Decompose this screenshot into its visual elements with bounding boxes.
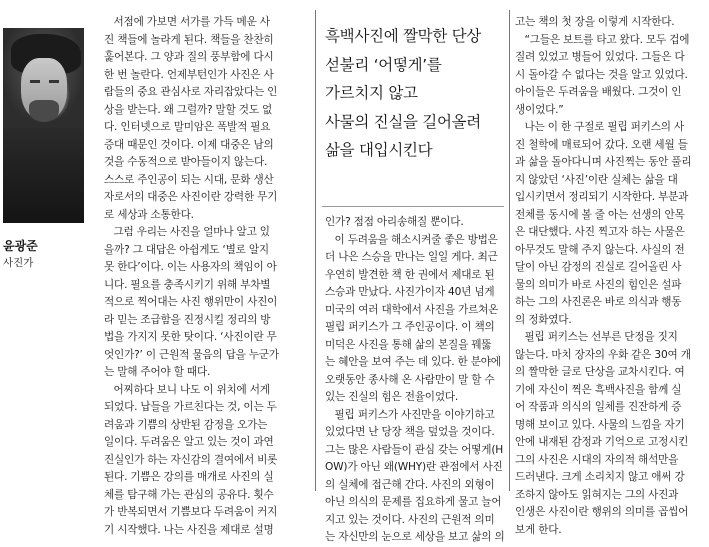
article-text-line: 훑어본다. 그 양과 질의 풍부함에 다시 bbox=[104, 51, 274, 63]
article-text-line: 달이 아닌 감정의 진실로 길어올린 사 bbox=[515, 261, 682, 273]
portrait-beard bbox=[29, 100, 59, 122]
column-divider-left bbox=[315, 10, 316, 491]
article-text-line: 과 삶을 돌아다니며 사진찍는 동안 풀리 bbox=[515, 156, 692, 168]
article-text-line: 된다. 기쁨은 강의를 매개로 사진의 실 bbox=[104, 471, 274, 483]
article-text-line: 고는 책의 첫 장을 이렇게 시작한다. bbox=[515, 16, 675, 28]
article-text-line: 는 혜안을 보여 주는 데 있다. 한 분야에 bbox=[325, 356, 501, 368]
article-text-line: 는 말해 주어야 할 때다. bbox=[104, 366, 211, 378]
article-text-line: 은 대단했다. 사진 찍고자 하는 사물은 bbox=[515, 226, 685, 238]
pull-quote-rule bbox=[322, 206, 504, 207]
article-text-line: 드러낸다. 크게 소리치지 않고 애써 강 bbox=[515, 471, 685, 483]
article-text-line: 스스로 주인공이 되는 시대, 문화 생산 bbox=[104, 173, 274, 186]
article-text-line: 기 시작했다. 나는 사진을 제대로 설명 bbox=[104, 523, 274, 536]
article-text-line: 아이들은 두려움을 배웠다. 그것이 인 bbox=[515, 86, 682, 98]
article-text-line: 가 반복되면서 기쁨보다 두려움이 커지 bbox=[104, 506, 278, 518]
article-text-line: 이 두려움을 해소시켜줄 좋은 방법은 bbox=[325, 233, 498, 246]
article-text-line: “그들은 보트를 타고 왔다. 모두 겁에 bbox=[515, 33, 690, 46]
article-text-line: 미국의 여러 대학에서 사진을 가르쳐온 bbox=[325, 303, 499, 316]
article-text-line: 엇인가?’ 이 근원적 물음의 답을 누군가 bbox=[104, 348, 279, 361]
pull-quote-line: 가르치지 않고 bbox=[325, 84, 418, 102]
article-text-line: 되었다. 납들을 가르친다는 것, 이는 두 bbox=[104, 401, 277, 413]
article-text-line: 의 정화였다. bbox=[515, 313, 572, 326]
article-text-line: 질려 있었고 병들어 있었다. 그들은 다 bbox=[515, 51, 685, 63]
article-text-line: 명해 보이고 있다. 사물의 느낌을 자기 bbox=[515, 418, 685, 431]
article-text-line: 필립 퍼키스가 그 주인공이다. 이 책의 bbox=[325, 321, 495, 333]
article-text-line: OW)가 아닌 왜(WHY)란 관점에서 사진 bbox=[325, 461, 503, 473]
portrait-right-eye bbox=[49, 80, 59, 83]
article-text-line: 보게 한다. bbox=[515, 523, 562, 536]
article-text-line: 한 번 놀란다. 언제부턴인가 사진은 사 bbox=[104, 68, 274, 81]
article-text-line: 어찌하다 보니 나도 이 위치에 서게 bbox=[104, 383, 270, 396]
article-text-line: 못 한다’이다. 이는 사용자의 책임이 아 bbox=[104, 261, 277, 273]
article-text-line: 인생은 사진이란 행위의 의미를 곱씹어 bbox=[515, 506, 689, 518]
article-text-line: 더 나은 스승을 만나는 일일 게다. 최근 bbox=[325, 251, 498, 263]
article-text-line: 조하지 않아도 읽혀지는 그의 사진과 bbox=[515, 488, 679, 501]
pull-quote-line: 섣불리 ‘어떻게’를 bbox=[325, 55, 442, 74]
article-text-line: 라 믿는 조급함을 진정시킬 정리의 방 bbox=[104, 313, 271, 326]
article-text-line: 미덕은 사진을 통해 삶의 본질을 꿰뚫 bbox=[325, 338, 492, 351]
article-text-line: 아닌 의식의 문제를 집요하게 물고 늘어 bbox=[325, 496, 502, 508]
article-text-line: 그의 사진은 시대의 자의적 해석만을 bbox=[515, 453, 679, 466]
article-text-line: 그는 많은 사람들이 관심 갖는 어떻게(H bbox=[325, 443, 504, 456]
article-text-line: 서점에 가보면 서가를 가득 메운 사 bbox=[104, 16, 270, 28]
article-text-line: 적으로 찍어대는 사진 행위만이 사진이 bbox=[104, 296, 278, 308]
article-text-line: 증대 때문인 것이다. 이제 대중은 남의 bbox=[104, 138, 274, 151]
article-text-line: 법을 가지지 못한 탓이다. ‘사진이란 무 bbox=[104, 331, 277, 343]
author-name: 윤광준 bbox=[3, 239, 38, 253]
article-text-line: 일이다. 두려움은 알고 있는 것이 과연 bbox=[104, 436, 274, 448]
article-text-line: 그럼 우리는 사진을 얼마나 알고 있 bbox=[104, 226, 270, 238]
article-text-line: 입시키면서 정리되기 시작한다. 부분과 bbox=[515, 191, 689, 203]
article-text-line: 않는다. 마치 장자의 우화 같은 30여 개 bbox=[515, 348, 691, 361]
pull-quote bbox=[325, 22, 505, 165]
article-text-line: 어 작품과 의식의 일체를 진잔하게 증 bbox=[515, 401, 682, 413]
portrait-body bbox=[3, 128, 84, 223]
article-text-line: 스승과 만났다. 사진가이자 40년 넘게 bbox=[325, 286, 495, 298]
article-text-line: 생이었다.” bbox=[515, 103, 564, 116]
article-column-2 bbox=[325, 214, 505, 543]
article-text-line: 로 세상과 소통한다. bbox=[104, 208, 194, 221]
pull-quote-line: 사물의 진실을 길어올려 bbox=[325, 112, 481, 131]
article-text-line: 진 철학에 매료되어 갔다. 오랜 세월 들 bbox=[515, 138, 688, 151]
article-text-line: 상을 받는다. 왜 그럴까? 말할 것도 없 bbox=[104, 103, 273, 116]
article-text-line: 나는 이 한 구절로 필립 퍼키스의 사 bbox=[515, 121, 684, 133]
article-text-line: 있었다면 난 당장 책을 덮었을 것이다. bbox=[325, 426, 495, 438]
author-role: 사진가 bbox=[3, 257, 34, 269]
article-text-line: 시 돌아갈 수 없다는 것을 알고 있었다. bbox=[515, 68, 688, 81]
article-text-line: 체를 탐구해 가는 관심의 공유다. 횟수 bbox=[104, 488, 274, 501]
article-text-line: 진 책들에 놀라게 된다. 책들을 찬찬히 bbox=[104, 33, 274, 46]
portrait-left-eye bbox=[30, 80, 40, 83]
article-column-1 bbox=[104, 14, 311, 536]
article-text-line: 것을 수동적으로 받아들이지 않는다. bbox=[104, 156, 268, 168]
article-text-line: 우연히 발견한 책 한 권에서 제대로 된 bbox=[325, 268, 495, 281]
column-divider-right bbox=[509, 10, 510, 491]
article-text-line: 필립 퍼키스는 선부른 단정을 짓지 bbox=[515, 331, 678, 343]
article-text-line: 는 자신만의 눈으로 세상을 보고 삶의 의 bbox=[325, 531, 505, 543]
pull-quote-line: 흑백사진에 짤막한 단상 bbox=[325, 27, 481, 45]
article-text-line: 을까? 그 대답은 아쉽게도 ‘별로 알지 bbox=[104, 243, 269, 256]
author-byline bbox=[3, 238, 38, 271]
article-text-line: 전체를 동시에 볼 줄 아는 선생의 안목 bbox=[515, 208, 685, 221]
article-text-line: 지고 있는 것이다. 사진의 근원적 의미 bbox=[325, 513, 495, 526]
article-text-line: 의 실체에 접근해 간다. 사진의 외형이 bbox=[325, 478, 495, 491]
article-text-line: 물의 의미가 바로 사진의 힘인은 설파 bbox=[515, 278, 682, 291]
author-portrait-photo bbox=[3, 28, 84, 223]
article-text-line: 오랫동안 종사해 온 사람만이 말 할 수 bbox=[325, 373, 495, 386]
article-text-line: 인가? 점점 아리송해질 뿐이다. bbox=[325, 216, 464, 228]
article-text-line: 안에 내재된 감정과 기억으로 고정시킨 bbox=[515, 436, 689, 448]
article-text-line: 기에 자신이 찍은 흑백사진을 함께 실 bbox=[515, 383, 682, 396]
article-text-line: 다. 인터넷으로 말미암은 폭발적 필요 bbox=[104, 121, 271, 133]
article-text-line: 람들의 중요 관심사로 자리잡았다는 인 bbox=[104, 86, 278, 98]
article-text-line: 있는 진실의 힘은 전율이었다. bbox=[325, 391, 459, 403]
article-text-line: 려움과 기쁨의 상반된 감정을 오가는 bbox=[104, 418, 268, 431]
article-text-line: 필립 퍼키스가 사진만을 이야기하고 bbox=[325, 408, 495, 421]
article-column-3 bbox=[515, 14, 707, 536]
article-text-line: 하는 그의 사진론은 바로 의식과 행동 bbox=[515, 296, 682, 308]
pull-quote-line: 삶을 대입시킨다 bbox=[325, 141, 433, 159]
article-text-line: 자로서의 대중은 사진이란 강력한 무기 bbox=[104, 191, 278, 203]
article-text-line: 진실인가 하는 자신감의 결여에서 비롯 bbox=[104, 453, 278, 466]
article-text-line: 아무것도 말해 주지 않는다. 사실의 전 bbox=[515, 243, 685, 256]
article-text-line: 지 않았던 ‘사진’이란 실체는 삶을 대 bbox=[515, 173, 678, 186]
article-text-line: 니다. 필요를 충족시키기 위해 부차별 bbox=[104, 278, 271, 291]
article-text-line: 의 짤막한 글로 단상을 교차시킨다. 여 bbox=[515, 366, 685, 378]
